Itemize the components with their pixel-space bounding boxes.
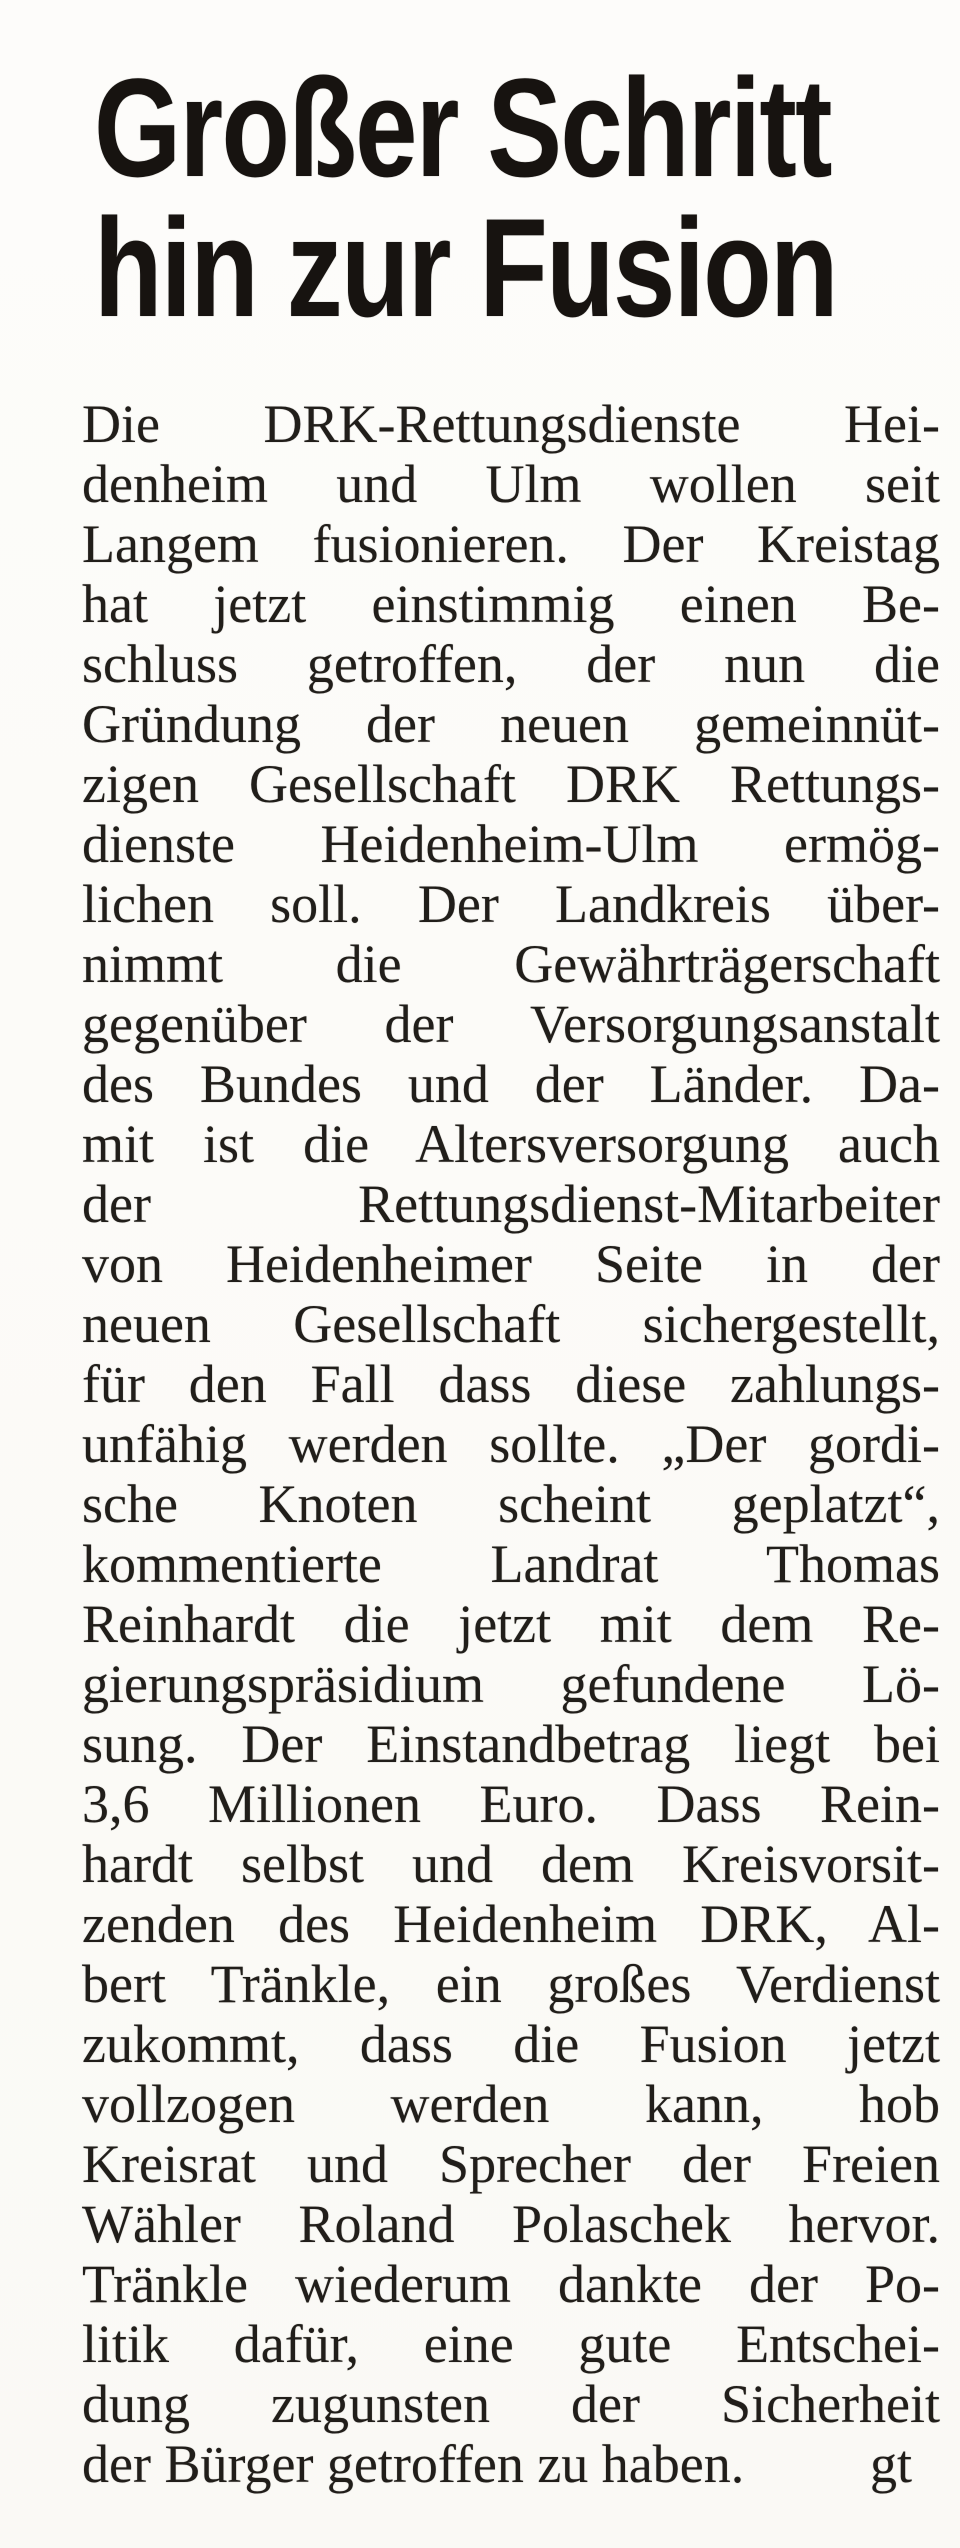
body-line: neuen Gesellschaft sichergestellt,: [82, 1294, 940, 1354]
body-line: sung. Der Einstandbetrag liegt bei: [82, 1714, 940, 1774]
body-line: Tränkle wiederum dankte der Po-: [82, 2254, 940, 2314]
body-line: Die DRK-Rettungsdienste Hei-: [82, 394, 940, 454]
body-line: zenden des Heidenheim DRK, Al-: [82, 1894, 940, 1954]
body-line: gegenüber der Versorgungsanstalt: [82, 994, 940, 1054]
body-line: von Heidenheimer Seite in der: [82, 1234, 940, 1294]
body-line: Gründung der neuen gemeinnüt-: [82, 694, 940, 754]
body-line: mit ist die Altersversorgung auch: [82, 1114, 940, 1174]
body-line: sche Knoten scheint geplatzt“,: [82, 1474, 940, 1534]
body-line: zukommt, dass die Fusion jetzt: [82, 2014, 940, 2074]
body-line: schluss getroffen, der nun die: [82, 634, 940, 694]
body-line: hardt selbst und dem Kreisvorsit-: [82, 1834, 940, 1894]
body-line: Langem fusionieren. Der Kreistag: [82, 514, 940, 574]
body-line: Kreisrat und Sprecher der Freien: [82, 2134, 940, 2194]
last-line-text: der Bürger getroffen zu haben.: [82, 2434, 745, 2494]
body-line: 3,6 Millionen Euro. Dass Rein-: [82, 1774, 940, 1834]
body-line: Reinhardt die jetzt mit dem Re-: [82, 1594, 940, 1654]
body-line: denheim und Ulm wollen seit: [82, 454, 940, 514]
author-initials: gt: [869, 2434, 912, 2494]
body-line: der Rettungsdienst-Mitarbeiter: [82, 1174, 940, 1234]
headline-line-2: hin zur Fusion: [94, 189, 837, 346]
body-line: unfähig werden sollte. „Der gordi-: [82, 1414, 940, 1474]
body-line: litik dafür, eine gute Entschei-: [82, 2314, 940, 2374]
body-line: lichen soll. Der Landkreis über-: [82, 874, 940, 934]
body-line: vollzogen werden kann, hob: [82, 2074, 940, 2134]
body-line: Wähler Roland Polaschek hervor.: [82, 2194, 940, 2254]
body-last-line: [82, 2434, 940, 2494]
body-line: des Bundes und der Länder. Da-: [82, 1054, 940, 1114]
article-headline: [82, 0, 940, 346]
body-line: dienste Heidenheim-Ulm ermög-: [82, 814, 940, 874]
body-line: für den Fall dass diese zahlungs-: [82, 1354, 940, 1414]
body-line: kommentierte Landrat Thomas: [82, 1534, 940, 1594]
body-line: dung zugunsten der Sicherheit: [82, 2374, 940, 2434]
body-line: zigen Gesellschaft DRK Rettungs-: [82, 754, 940, 814]
body-line: hat jetzt einstimmig einen Be-: [82, 574, 940, 634]
headline-line-1: Großer Schritt: [94, 49, 831, 206]
article-body: [82, 394, 940, 2494]
body-line: bert Tränkle, ein großes Verdienst: [82, 1954, 940, 2014]
body-line: gierungspräsidium gefundene Lö-: [82, 1654, 940, 1714]
body-line: nimmt die Gewährträgerschaft: [82, 934, 940, 994]
